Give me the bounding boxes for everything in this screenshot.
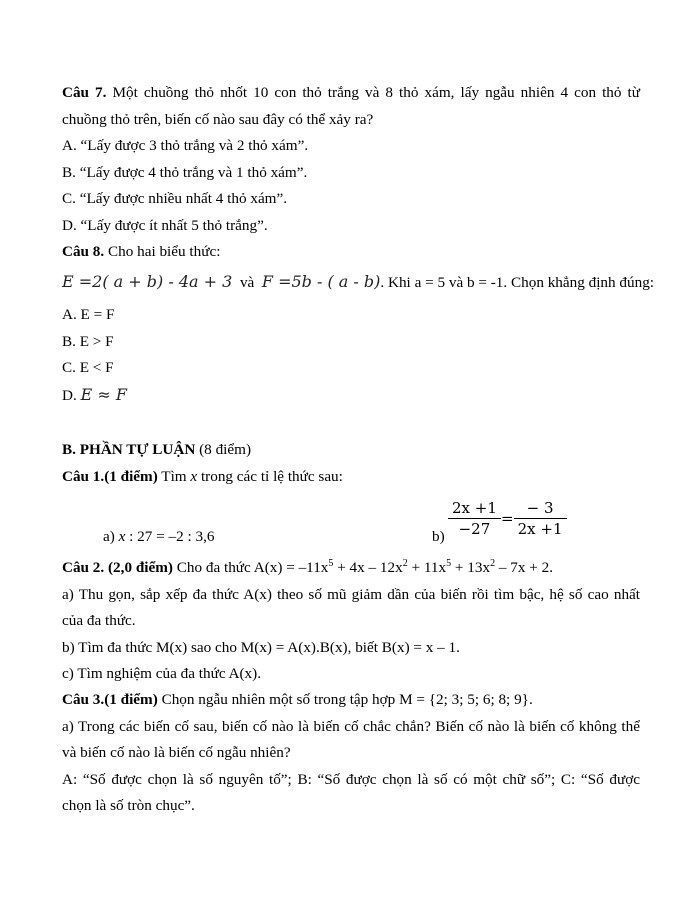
q7-line-2: chuồng thỏ trên, biến cố nào sau đây có thể xảy ra? (62, 111, 374, 128)
c2-term-2: + 11x (407, 559, 447, 576)
q8-expr-e: E =2( a + b) - 4a + 3 (62, 272, 233, 291)
c1-b-left-den: −27 (458, 520, 491, 538)
c1-part-b-label: b) (432, 528, 445, 545)
c2-exp-3: 5 (446, 558, 452, 569)
c2-term-3: + 13x (451, 559, 491, 576)
q8-condition: . Khi a = 5 và b = -1. Chọn khẳng định đúng: (380, 274, 655, 291)
c2-term-4: – 7x + 2. (495, 559, 553, 576)
c2-text: Cho đa thức A(x) = –11x (172, 559, 329, 576)
part-b-heading-line (62, 440, 251, 460)
c1-a-label: a) (103, 528, 119, 545)
c1-a-var: x (118, 528, 126, 545)
c1-b-right-num: − 3 (514, 499, 567, 519)
c3-a-line-2: và biến cố nào là biến cố ngẫu nhiên? (62, 744, 291, 761)
c2-c: c) Tìm nghiệm của đa thức A(x). (62, 665, 262, 682)
q8-option-d-label: D. (62, 387, 77, 404)
c1-part-b-equation (448, 499, 567, 538)
c2-exp-2: 2 (402, 558, 408, 569)
q8-expr-f: F =5b - ( a - b) (261, 272, 381, 291)
q7-option-c: C. “Lấy được nhiều nhất 4 thỏ xám”. (62, 190, 288, 207)
c3-text: Chọn ngẫu nhiên một số trong tập hợp M = {2; 3; 5; 6; 8; 9}. (157, 691, 533, 708)
q7-option-b: B. “Lấy được 4 thỏ trắng và 1 thỏ xám”. (62, 164, 308, 181)
q7-line-1 (62, 83, 640, 103)
c1-var: x (190, 468, 198, 485)
c3-title: Câu 3.(1 điểm) (62, 691, 158, 708)
c3-events-line-2: chọn là số tròn chục”. (62, 797, 195, 814)
q7-text-1: Một chuồng thỏ nhốt 10 con thỏ trắng và 8 thỏ xám, lấy ngẫu nhiên 4 con thỏ từ (106, 84, 640, 101)
c2-exp-1: 5 (328, 558, 334, 569)
c2-a-line-2: của đa thức. (62, 612, 136, 629)
q8-option-b: B. E > F (62, 333, 114, 350)
part-b-heading: B. PHẦN TỰ LUẬN (62, 441, 196, 458)
c1-text-after: trong các tỉ lệ thức sau: (197, 468, 343, 485)
c3-events-line-1: A: “Số được chọn là số nguyên tố”; B: “Số được chọn là số có một chữ số”; C: “Số được (62, 771, 640, 788)
c2-term-1: + 4x – 12x (333, 559, 403, 576)
q7-title: Câu 7. (62, 84, 107, 101)
c1-b-right-fraction (514, 499, 567, 538)
c2-a-line-1: a) Thu gọn, sắp xếp đa thức A(x) theo số mũ giảm dần của biến rồi tìm bậc, hệ số cao nhất (62, 586, 640, 603)
c2-line (62, 558, 553, 578)
c1-a-rest: : 27 = –2 : 3,6 (125, 528, 215, 545)
part-b-points: (8 điểm) (195, 441, 251, 458)
c1-b-eq: = (500, 509, 514, 528)
q8-option-d (62, 385, 127, 406)
q8-connector: và (239, 274, 255, 291)
q8-text: Cho hai biểu thức: (104, 243, 221, 260)
c2-exp-4: 2 (490, 558, 496, 569)
c2-title: Câu 2. (2,0 điểm) (62, 559, 173, 576)
q7-option-a: A. “Lấy được 3 thỏ trắng và 2 thỏ xám”. (62, 137, 309, 154)
c1-title: Câu 1.(1 điểm) (62, 468, 158, 485)
c3-a-line-1: a) Trong các biến cố sau, biến cố nào là biến cố chắc chắn? Biến cố nào là biến cố không thể (62, 718, 640, 735)
q8-expressions-line (62, 272, 654, 293)
c1-b-left-fraction (448, 499, 501, 538)
q7-option-d: D. “Lấy được ít nhất 5 thỏ trắng”. (62, 217, 268, 234)
c2-b: b) Tìm đa thức M(x) sao cho M(x) = A(x).B(x), biết B(x) = x – 1. (62, 639, 460, 656)
q8-line-1 (62, 242, 220, 262)
q8-title: Câu 8. (62, 243, 105, 260)
c1-line (62, 467, 343, 487)
c1-part-a (103, 527, 215, 547)
q8-option-a: A. E = F (62, 306, 115, 323)
c1-b-right-den: 2x +1 (517, 520, 563, 538)
c3-line (62, 690, 533, 710)
q8-option-c: C. E < F (62, 359, 114, 376)
c1-text-before: Tìm (157, 468, 191, 485)
c1-b-left-num: 2x +1 (448, 499, 501, 519)
q8-option-d-expr: E ≈ F (80, 385, 127, 404)
